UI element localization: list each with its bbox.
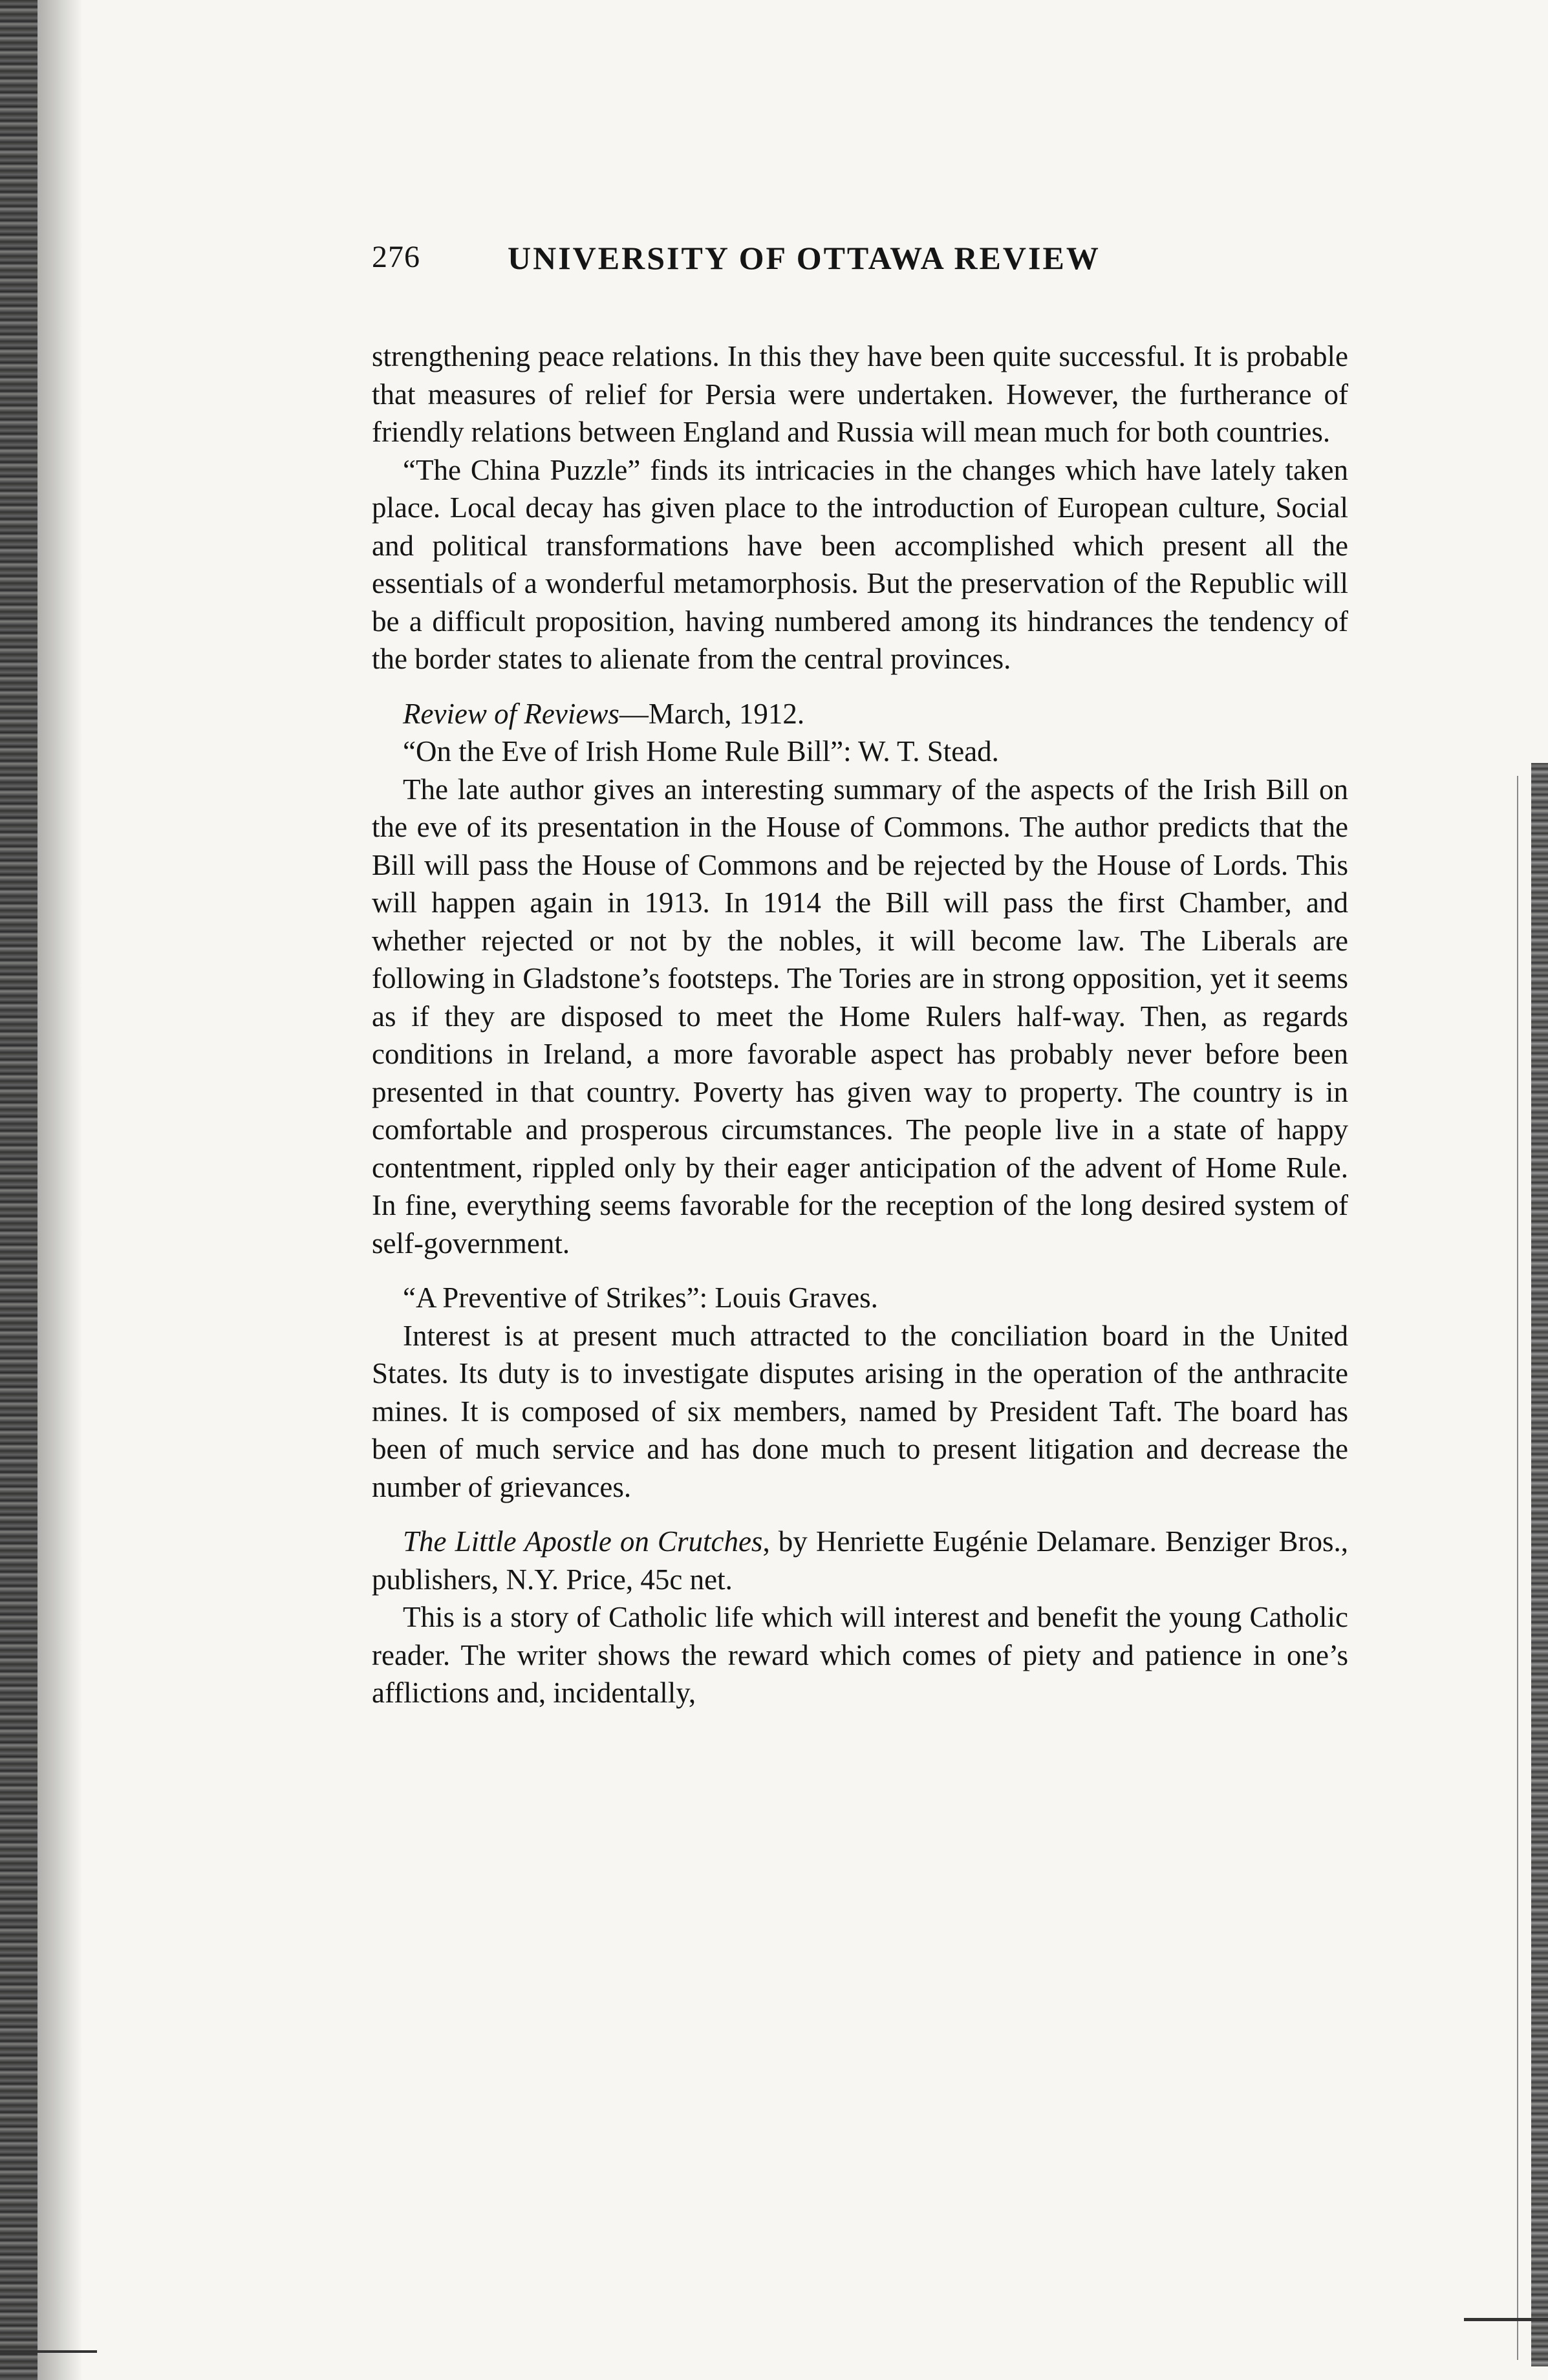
article-title-preventive-of-strikes: “A Preventive of Strikes”: Louis Graves. <box>403 1281 878 1314</box>
right-page-tail <box>1464 2318 1548 2321</box>
paragraph-book-review: This is a story of Catholic life which will interest and benefit the young Catholic reader. The writer shows the reward which comes of piety and patience in one’s afflictions and, incidentally, <box>372 1601 1348 1709</box>
running-head: UNIVERSITY OF OTTAWA REVIEW <box>508 240 1101 276</box>
page-number: 276 <box>372 240 420 274</box>
source-review-of-reviews <box>372 695 1348 733</box>
source-date: —March, 1912. <box>619 697 805 730</box>
book-title: The Little Apostle on Crutches <box>403 1525 763 1558</box>
book-notice <box>372 1523 1348 1598</box>
paragraph-persia-relations: strengthening peace relations. In this they have been quite successful. It is probable that measures of relief for Persia were undertaken. However, the furtherance of friendly relations between England and Russia will mean much for both countries. <box>372 340 1348 448</box>
article-title-irish-home-rule: “On the Eve of Irish Home Rule Bill”: W. T. Stead. <box>403 735 999 767</box>
right-page-line <box>1517 776 1518 2360</box>
left-binding-edge <box>0 0 38 2380</box>
paragraph-china-puzzle: “The China Puzzle” finds its intricacies in the changes which have lately taken place. Local decay has given place to the introduction of European culture, Social and political transformations have been accomplished which present all the essentials of a wonderful metamorphosis. But the preservation of the Republic will be a difficult proposition, having numbered among its hindrances the tendency of the border states to alienate from the central provinces. <box>372 453 1348 675</box>
paragraph-conciliation-board: Interest is at present much attracted to the conciliation board in the United States. Its duty is to investigate disputes arising in the operation of the anthracite mines. It is composed of six members, named by President Taft. The board has been of much service and has done much to present litigation and decrease the number of grievances. <box>372 1319 1348 1503</box>
left-binding-tail <box>0 2350 97 2353</box>
source-title: Review of Reviews <box>403 697 619 730</box>
page-content <box>372 239 1348 1712</box>
book-details: , by Henriette Eugénie Delamare. Benziger Bros., publishers, N.Y. Price, 45c net. <box>372 1525 1348 1596</box>
paragraph-irish-bill-summary: The late author gives an interesting summary of the aspects of the Irish Bill on the eve of its presentation in the House of Commons. The author predicts that the Bill will pass the House of Commons and be rejected by the House of Lords. This will happen again in 1913. In 1914 the Bill will pass the first Chamber, and whether rejected or not by the nobles, it will become law. The Liberals are following in Gladstone’s footsteps. The Tories are in strong opposition, yet it seems as if they are disposed to meet the Home Rulers half-way. Then, as regards conditions in Ireland, a more favorable aspect has probably never before been presented in that country. Poverty has given way to property. The country is in comfortable and prosperous circumstances. The people live in a state of happy contentment, rippled only by their eager anticipation of the advent of Home Rule. In fine, everything seems favorable for the reception of the long desired system of self-government. <box>372 773 1348 1260</box>
left-binding-shadow <box>38 0 83 2380</box>
page-header <box>372 239 1348 291</box>
right-page-edge <box>1531 763 1548 2366</box>
